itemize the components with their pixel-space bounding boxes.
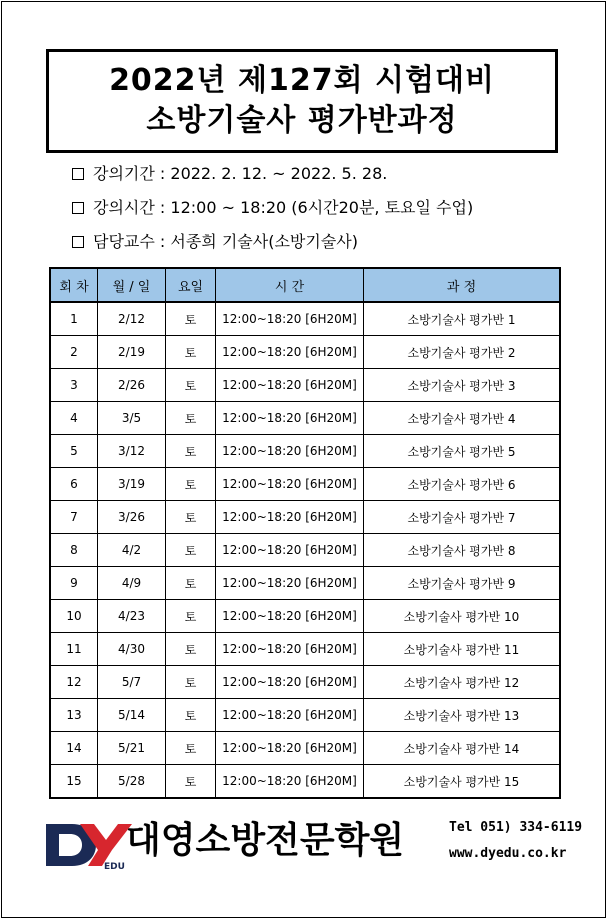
cell-course: 소방기술사 평가반 1 (364, 302, 560, 336)
title-line-2: 소방기술사 평가반과정 (146, 103, 458, 138)
cell-session: 5 (51, 435, 98, 468)
info-separator: : (154, 232, 171, 251)
cell-session: 1 (51, 302, 98, 336)
table-row (51, 567, 560, 600)
info-value: 서종희 기술사(소방기술사) (170, 232, 358, 251)
checkbox-bullet-icon (72, 236, 84, 248)
table-row (51, 534, 560, 567)
cell-day: 토 (166, 468, 216, 501)
cell-day: 토 (166, 369, 216, 402)
cell-day: 토 (166, 699, 216, 732)
info-period (72, 164, 387, 184)
cell-time: 12:00~18:20 [6H20M] (216, 336, 364, 369)
cell-date: 3/19 (98, 468, 166, 501)
cell-course: 소방기술사 평가반 7 (364, 501, 560, 534)
info-time (72, 198, 473, 218)
cell-course: 소방기술사 평가반 10 (364, 600, 560, 633)
cell-date: 4/30 (98, 633, 166, 666)
cell-day: 토 (166, 633, 216, 666)
table-row (51, 501, 560, 534)
cell-course: 소방기술사 평가반 9 (364, 567, 560, 600)
cell-date: 3/26 (98, 501, 166, 534)
cell-time: 12:00~18:20 [6H20M] (216, 501, 364, 534)
cell-course: 소방기술사 평가반 14 (364, 732, 560, 765)
info-separator: : (154, 164, 171, 183)
logo-sub-text: EDU (104, 862, 125, 870)
cell-date: 5/28 (98, 765, 166, 798)
cell-course: 소방기술사 평가반 12 (364, 666, 560, 699)
info-separator: : (154, 198, 171, 217)
title-box (46, 49, 558, 153)
cell-time: 12:00~18:20 [6H20M] (216, 435, 364, 468)
cell-time: 12:00~18:20 [6H20M] (216, 633, 364, 666)
cell-session: 6 (51, 468, 98, 501)
table-row (51, 666, 560, 699)
cell-session: 15 (51, 765, 98, 798)
cell-time: 12:00~18:20 [6H20M] (216, 699, 364, 732)
cell-course: 소방기술사 평가반 11 (364, 633, 560, 666)
cell-day: 토 (166, 302, 216, 336)
cell-course: 소방기술사 평가반 8 (364, 534, 560, 567)
table-row (51, 633, 560, 666)
cell-time: 12:00~18:20 [6H20M] (216, 666, 364, 699)
cell-day: 토 (166, 435, 216, 468)
cell-date: 2/26 (98, 369, 166, 402)
cell-day: 토 (166, 567, 216, 600)
table-row (51, 699, 560, 732)
cell-day: 토 (166, 765, 216, 798)
cell-date: 5/14 (98, 699, 166, 732)
cell-date: 3/5 (98, 402, 166, 435)
info-label: 담당교수 (93, 232, 155, 251)
table-row (51, 302, 560, 336)
cell-date: 2/12 (98, 302, 166, 336)
cell-session: 4 (51, 402, 98, 435)
cell-session: 10 (51, 600, 98, 633)
table-row (51, 435, 560, 468)
cell-time: 12:00~18:20 [6H20M] (216, 468, 364, 501)
cell-course: 소방기술사 평가반 13 (364, 699, 560, 732)
cell-time: 12:00~18:20 [6H20M] (216, 302, 364, 336)
table-row (51, 732, 560, 765)
cell-session: 14 (51, 732, 98, 765)
cell-session: 12 (51, 666, 98, 699)
info-value: 12:00 ~ 18:20 (6시간20분, 토요일 수업) (170, 198, 474, 217)
table-row (51, 402, 560, 435)
cell-course: 소방기술사 평가반 2 (364, 336, 560, 369)
info-label: 강의시간 (93, 198, 155, 217)
dy-edu-logo-icon (42, 818, 132, 870)
checkbox-bullet-icon (72, 202, 84, 214)
cell-date: 4/23 (98, 600, 166, 633)
cell-day: 토 (166, 402, 216, 435)
cell-date: 2/19 (98, 336, 166, 369)
table-row (51, 468, 560, 501)
cell-session: 13 (51, 699, 98, 732)
academy-name: 대영소방전문학원 (126, 820, 405, 861)
table-header-row (51, 269, 560, 303)
cell-date: 5/7 (98, 666, 166, 699)
cell-date: 4/2 (98, 534, 166, 567)
header-session: 회 차 (51, 269, 98, 303)
info-instructor (72, 232, 358, 252)
cell-session: 11 (51, 633, 98, 666)
cell-session: 3 (51, 369, 98, 402)
cell-day: 토 (166, 534, 216, 567)
cell-date: 3/12 (98, 435, 166, 468)
header-date: 월 / 일 (98, 269, 166, 303)
cell-session: 2 (51, 336, 98, 369)
cell-time: 12:00~18:20 [6H20M] (216, 765, 364, 798)
header-course: 과 정 (364, 269, 560, 303)
cell-session: 8 (51, 534, 98, 567)
contact-website: www.dyedu.co.kr (449, 846, 567, 861)
cell-time: 12:00~18:20 [6H20M] (216, 402, 364, 435)
contact-phone: Tel 051) 334-6119 (449, 820, 583, 835)
title-line-1: 2022년 제127회 시험대비 (109, 63, 495, 98)
cell-course: 소방기술사 평가반 3 (364, 369, 560, 402)
cell-date: 4/9 (98, 567, 166, 600)
cell-time: 12:00~18:20 [6H20M] (216, 732, 364, 765)
info-value: 2022. 2. 12. ~ 2022. 5. 28. (170, 164, 388, 183)
table-row (51, 336, 560, 369)
cell-course: 소방기술사 평가반 15 (364, 765, 560, 798)
table-row (51, 600, 560, 633)
schedule-table (50, 268, 560, 798)
table-body (51, 302, 560, 798)
cell-day: 토 (166, 336, 216, 369)
cell-day: 토 (166, 732, 216, 765)
cell-session: 7 (51, 501, 98, 534)
cell-session: 9 (51, 567, 98, 600)
checkbox-bullet-icon (72, 168, 84, 180)
cell-time: 12:00~18:20 [6H20M] (216, 369, 364, 402)
cell-day: 토 (166, 666, 216, 699)
cell-time: 12:00~18:20 [6H20M] (216, 600, 364, 633)
table-row (51, 369, 560, 402)
table-row (51, 765, 560, 798)
cell-course: 소방기술사 평가반 5 (364, 435, 560, 468)
cell-time: 12:00~18:20 [6H20M] (216, 534, 364, 567)
cell-date: 5/21 (98, 732, 166, 765)
cell-course: 소방기술사 평가반 4 (364, 402, 560, 435)
header-day: 요일 (166, 269, 216, 303)
info-label: 강의기간 (93, 164, 155, 183)
cell-day: 토 (166, 600, 216, 633)
cell-day: 토 (166, 501, 216, 534)
cell-time: 12:00~18:20 [6H20M] (216, 567, 364, 600)
header-time: 시 간 (216, 269, 364, 303)
cell-course: 소방기술사 평가반 6 (364, 468, 560, 501)
